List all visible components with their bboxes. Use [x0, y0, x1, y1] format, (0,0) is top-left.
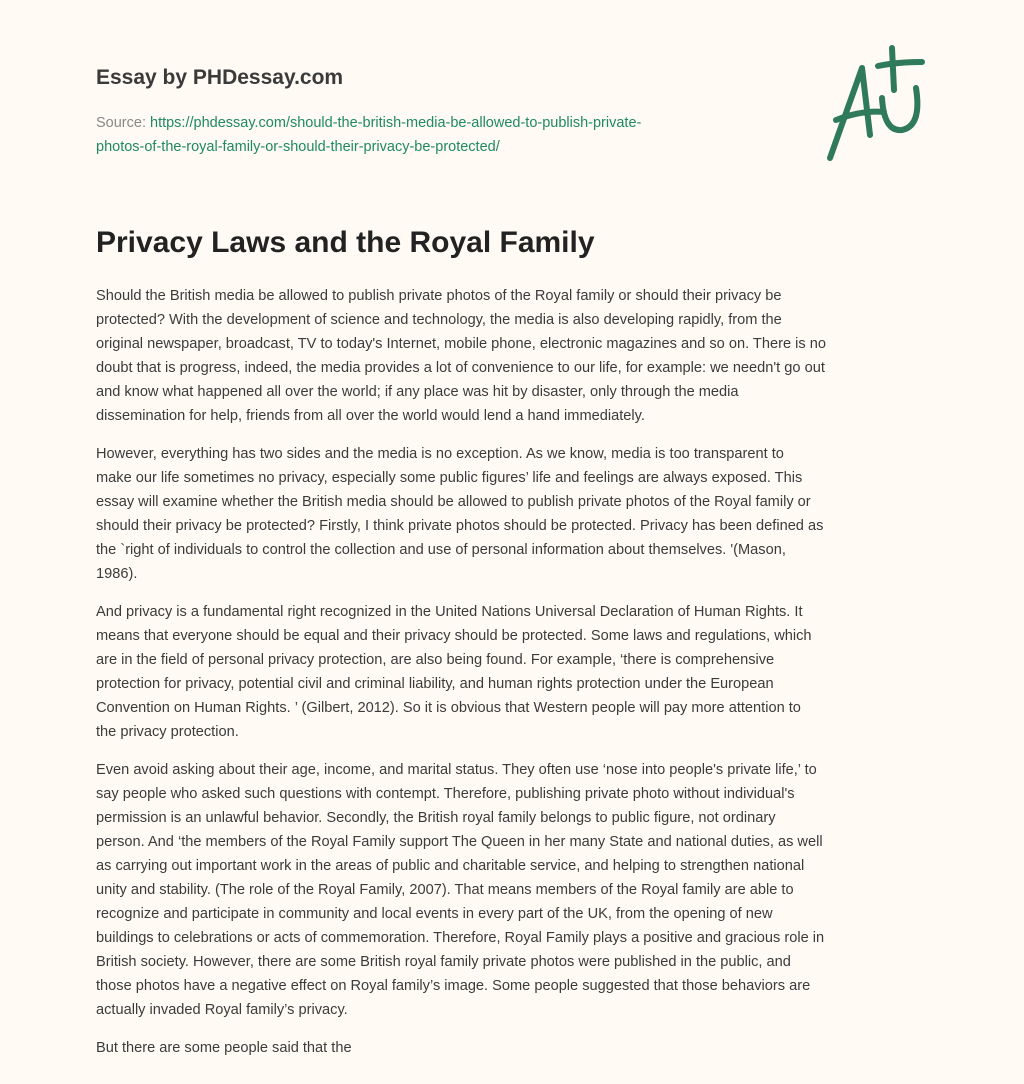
paragraph: And privacy is a fundamental right recognized in the United Nations Universal Declaration of Human Rights. It means that everyone should be equal and their privacy should be protected. Some laws and regulations, which are in the field of personal privacy protection, are also being found. For example, ‘there is comprehensive protection for privacy, potential civil and criminal liability, and human rights protection under the European Convention on Human Rights. ’ (Gilbert, 2012). So it is obvious that Western people will pay more attention to the privacy protection.: [96, 604, 812, 740]
essay-body: [96, 284, 936, 1074]
site-brand: Essay by PHDessay.com: [96, 66, 344, 89]
page-title: Privacy Laws and the Royal Family: [96, 226, 595, 259]
paragraph: However, everything has two sides and the media is no exception. As we know, media is too transparent to make our life sometimes no privacy, especially some public figures’ life and feelings are always exposed. This essay will examine whether the British media should be allowed to publish private photos of the Royal family or should their privacy be protected? Firstly, I think private photos should be protected. Privacy has been defined as the `right of individuals to control the collection and use of personal information about themselves. '(Mason, 1986).: [96, 446, 824, 582]
a-plus-logo-icon: [822, 40, 932, 165]
paragraph: But there are some people said that the: [96, 1040, 352, 1056]
source-line: [96, 111, 796, 159]
paragraph: Should the British media be allowed to publish private photos of the Royal family or should their privacy be protected? With the development of science and technology, the media is also developing rapidly, from the original newspaper, broadcast, TV to today's Internet, mobile phone, electronic magazines and so on. There is no doubt that is progress, indeed, the media provides a lot of convenience to our life, for example: we needn't go out and know what happened all over the world; if any place was hit by disaster, only through the media dissemination for help, friends from all over the world would lend a hand immediately.: [96, 288, 826, 424]
source-link[interactable]: https://phdessay.com/should-the-british-media-be-allowed-to-publish-private- photos-of-the-royal-family-or-should-their-privacy-be-protected/: [96, 115, 642, 155]
paragraph: Even avoid asking about their age, income, and marital status. They often use ‘nose into people's private life,’ to say people who asked such questions with contempt. Therefore, publishing private photo without individual's permission is an unlawful behavior. Secondly, the British royal family belongs to public figure, not ordinary person. And ‘the members of the Royal Family support The Queen in her many State and national duties, as well as carrying out important work in the areas of public and charitable service, and helping to strengthen national unity and stability. (The role of the Royal Family, 2007). That means members of the Royal family are able to recognize and participate in community and local events in every part of the UK, from the opening of new buildings to celebrations or acts of commemoration. Therefore, Royal Family plays a positive and gracious role in British society. However, there are some British royal family private photos were published in the public, and those photos have a negative effect on Royal family’s image. Some people suggested that those behaviors are actually invaded Royal family’s privacy.: [96, 762, 825, 1018]
source-label: Source:: [96, 115, 150, 131]
